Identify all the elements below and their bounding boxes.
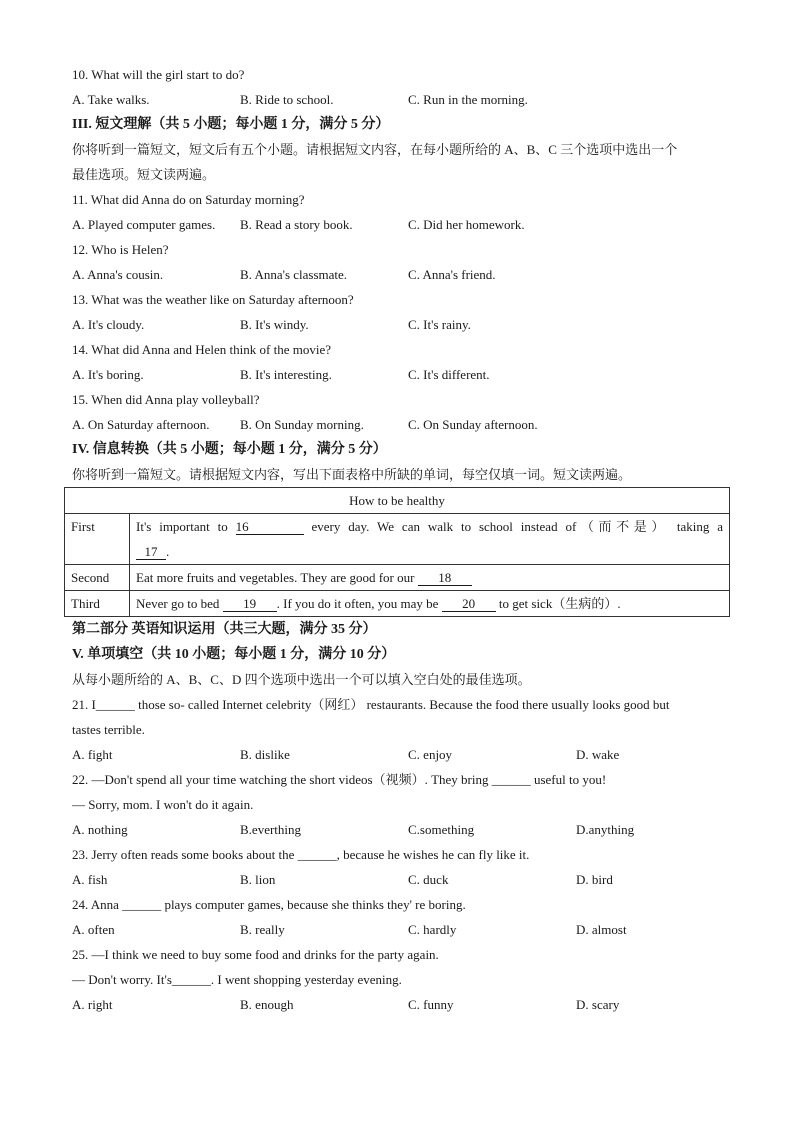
question-24-line1: 24. Anna ______ plays computer games, because she thinks they' re boring. (72, 897, 466, 912)
option-a: A. fight (72, 747, 113, 762)
row-text: . If you do it often, you may be (276, 596, 439, 611)
table-row (65, 591, 730, 617)
question-25-line2: — Don't worry. It's______. I went shopping yesterday evening. (72, 972, 402, 987)
option-b: B.everthing (240, 822, 302, 837)
option-a: A. nothing (72, 822, 128, 837)
question-22-options (72, 817, 732, 842)
question-10-options (72, 87, 732, 112)
question-11-options (72, 212, 732, 237)
option-d: D. almost (576, 922, 627, 937)
option-b: B. It's windy. (240, 317, 309, 332)
table-row (65, 514, 730, 565)
section-5-title: V. 单项填空（共 10 小题；每小题 1 分，满分 10 分） (72, 647, 396, 662)
question-25-line1: 25. —I think we need to buy some food and drinks for the party again. (72, 947, 439, 962)
row-content (130, 565, 730, 591)
option-d: D. wake (576, 747, 620, 762)
question-11-stem: 11. What did Anna do on Saturday morning? (72, 192, 305, 207)
option-c: C. Did her homework. (408, 217, 525, 232)
row-label: Third (65, 591, 130, 617)
option-c: C. funny (408, 997, 454, 1012)
row-label: Second (65, 565, 130, 591)
section-4-instruction: 你将听到一篇短文。请根据短文内容，写出下面表格中所缺的单词，每空仅填一词。短文读两遍。 (72, 467, 632, 482)
question-22-line1: 22. —Don't spend all your time watching the short videos（视频）. They bring ______ useful to you! (72, 772, 607, 787)
option-b: B. really (240, 922, 285, 937)
question-15-options (72, 412, 732, 437)
option-c: C. duck (408, 872, 449, 887)
question-22-line2: — Sorry, mom. I won't do it again. (72, 797, 254, 812)
info-table (64, 487, 730, 617)
option-c: C.something (408, 822, 475, 837)
row-text: Never go to bed (136, 596, 220, 611)
question-24-options (72, 917, 732, 942)
question-13-options (72, 312, 732, 337)
question-12-stem: 12. Who is Helen? (72, 242, 169, 257)
option-a: A. It's boring. (72, 367, 144, 382)
option-b: B. enough (240, 997, 294, 1012)
question-21-line2: tastes terrible. (72, 722, 145, 737)
section-5-instruction: 从每小题所给的 A、B、C、D 四个选项中选出一个可以填入空白处的最佳选项。 (72, 672, 531, 687)
question-23-line1: 23. Jerry often reads some books about the ______, because he wishes he can fly like it. (72, 847, 530, 862)
question-12-options (72, 262, 732, 287)
question-21-options (72, 742, 732, 767)
option-a: A. right (72, 997, 113, 1012)
question-23-options (72, 867, 732, 892)
option-a: A. fish (72, 872, 108, 887)
answer-blank-17[interactable]: 17 (136, 545, 166, 560)
option-a: A. Played computer games. (72, 217, 216, 232)
row-text: every day. We can walk to school instead of（而不是） taking a (311, 519, 723, 534)
section-3-title: III. 短文理解（共 5 小题；每小题 1 分，满分 5 分） (72, 117, 390, 132)
option-d: D. bird (576, 872, 613, 887)
question-21-line1: 21. I______ those so- called Internet celebrity（网红） restaurants. Because the food there usually looks good but (72, 697, 670, 712)
answer-blank-19[interactable]: 19 (223, 597, 277, 612)
row-text: It's important to (136, 519, 228, 534)
answer-blank-16[interactable]: 16 (236, 520, 304, 535)
option-b: B. Ride to school. (240, 92, 334, 107)
question-13-stem: 13. What was the weather like on Saturday afternoon? (72, 292, 354, 307)
answer-blank-18[interactable]: 18 (418, 571, 472, 586)
table-row (65, 565, 730, 591)
option-c: C. enjoy (408, 747, 453, 762)
option-c: C. hardly (408, 922, 457, 937)
row-content (130, 591, 730, 617)
row-content (130, 514, 730, 565)
option-b: B. Anna's classmate. (240, 267, 348, 282)
question-25-options (72, 992, 732, 1017)
option-b: B. Read a story book. (240, 217, 353, 232)
option-c: C. It's different. (408, 367, 490, 382)
question-14-stem: 14. What did Anna and Helen think of the movie? (72, 342, 331, 357)
section-3-instruction-line2: 最佳选项。短文读两遍。 (72, 167, 216, 182)
option-d: D.anything (576, 822, 635, 837)
exam-page (72, 62, 732, 1017)
option-a: A. On Saturday afternoon. (72, 417, 210, 432)
row-text: Eat more fruits and vegetables. They are good for our (136, 570, 415, 585)
question-10-stem: 10. What will the girl start to do? (72, 67, 245, 82)
answer-blank-20[interactable]: 20 (442, 597, 496, 612)
row-text: . (166, 544, 170, 559)
part-2-title: 第二部分 英语知识运用（共三大题，满分 35 分） (72, 622, 377, 637)
question-15-stem: 15. When did Anna play volleyball? (72, 392, 260, 407)
option-d: D. scary (576, 997, 620, 1012)
option-b: B. On Sunday morning. (240, 417, 364, 432)
option-c: C. Anna's friend. (408, 267, 496, 282)
section-4-title: IV. 信息转换（共 5 小题；每小题 1 分，满分 5 分） (72, 442, 387, 457)
option-a: A. Take walks. (72, 92, 150, 107)
option-a: A. Anna's cousin. (72, 267, 164, 282)
option-b: B. It's interesting. (240, 367, 332, 382)
row-label: First (65, 514, 130, 565)
option-a: A. often (72, 922, 115, 937)
option-c: C. On Sunday afternoon. (408, 417, 538, 432)
table-header: How to be healthy (65, 488, 730, 514)
option-c: C. Run in the morning. (408, 92, 528, 107)
row-text: to get sick（生病的）. (498, 596, 621, 611)
option-b: B. dislike (240, 747, 290, 762)
option-a: A. It's cloudy. (72, 317, 145, 332)
option-b: B. lion (240, 872, 276, 887)
option-c: C. It's rainy. (408, 317, 471, 332)
section-3-instruction-line1: 你将听到一篇短文，短文后有五个小题。请根据短文内容，在每小题所给的 A、B、C 三个选项中选出一个 (72, 142, 678, 157)
question-14-options (72, 362, 732, 387)
